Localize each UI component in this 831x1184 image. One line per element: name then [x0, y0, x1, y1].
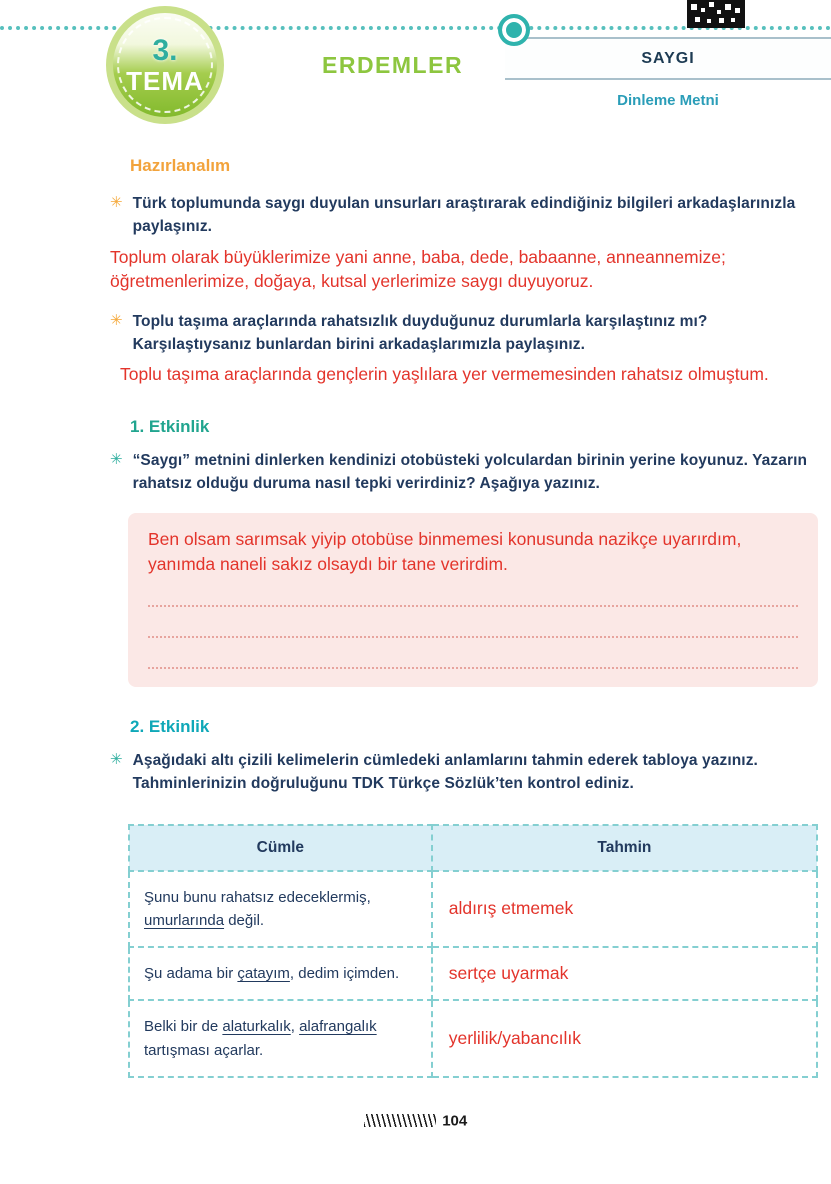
cumle-text: Şunu bunu rahatsız edeceklermiş, [144, 888, 371, 906]
prep-prompt: Türk toplumunda saygı duyulan unsurları araştırarak edindiğiniz bilgileri arkadaşlarınızla paylaşınız. [132, 195, 796, 236]
badge-dashed-ring-icon [117, 17, 213, 113]
underlined-word: çatayım [237, 965, 290, 982]
table-row [129, 1000, 817, 1077]
activity1-heading: 1. Etkinlik [130, 416, 210, 436]
lesson-subtitle: Dinleme Metni [617, 92, 719, 109]
underlined-word: alafrangalık [299, 1018, 377, 1036]
prep-heading: Hazırlanalım [130, 156, 231, 175]
cumle-cell [129, 1000, 432, 1077]
cumle-text: Şu adama bir [144, 965, 238, 982]
bullet-asterisk-icon: ✳ [110, 311, 123, 329]
activity2-prompt: Aşağıdaki altı çizili kelimelerin cümledeki anlamlarını tahmin ederek tabloya yazınız. Tahminlerinizin doğruluğunu TDK Türkçe Sözlük’ten kontrol ediniz. [132, 752, 758, 793]
answer-write-line[interactable] [148, 576, 798, 607]
cumle-text: Belki bir de [144, 1018, 223, 1036]
prep-answer: Toplum olarak büyüklerimize yani anne, baba, dede, babaanne, anneannemize; öğretmenlerimize, doğaya, kutsal yerlerimize saygı duyuyoruz. [110, 246, 726, 291]
answer-write-line[interactable] [148, 638, 798, 669]
qr-code-icon [687, 0, 745, 33]
table-header-tahmin: Tahmin [432, 825, 817, 871]
page-number: 104 [442, 1112, 468, 1130]
underlined-word: umurlarında [144, 911, 225, 929]
cumle-text: , [290, 1018, 300, 1036]
activity1-item [110, 449, 818, 496]
table-row [129, 947, 817, 1000]
bullet-asterisk-icon: ✳ [110, 751, 123, 768]
topic-box [505, 37, 831, 80]
cumle-text: tartışması açarlar. [144, 1041, 264, 1059]
prediction-table [128, 824, 818, 1078]
bullet-asterisk-icon: ✳ [110, 194, 123, 211]
course-title: ERDEMLER [322, 52, 464, 78]
prep-item [110, 192, 818, 239]
table-row [129, 871, 817, 948]
page-content [110, 156, 818, 1078]
tahmin-cell[interactable]: sertçe uyarmak [432, 947, 817, 1000]
prep-item [110, 310, 818, 357]
tahmin-cell[interactable]: yerlilik/yabancılık [432, 1000, 817, 1077]
page-footer [0, 1112, 831, 1130]
prep-prompt: Toplu taşıma araçlarında rahatsızlık duyduğunuz durumlarla karşılaştınız mı? Karşılaştıysanız bunlardan birini arkadaşlarımızla paylaşınız. [132, 312, 708, 353]
activity2-heading: 2. Etkinlik [130, 717, 210, 736]
cumle-cell [129, 947, 432, 1000]
tahmin-cell[interactable]: aldırış etmemek [432, 871, 817, 948]
scribble-mark [364, 1114, 436, 1127]
activity1-prompt: “Saygı” metnini dinlerken kendinizi otobüsteki yolculardan birinin yerine koyunuz. Yazarın rahatsız olduğu duruma nasıl tepki verirdiniz? Aşağıya yazınız. [132, 451, 808, 492]
tema-label: TEMA [126, 66, 204, 96]
underlined-word: alaturkalık [222, 1018, 291, 1036]
prep-answer: Toplu taşıma araçlarında gençlerin yaşlılara yer vermemesinden rahatsız olmuştum. [120, 364, 769, 384]
activity1-answer-box[interactable] [128, 513, 818, 687]
cumle-cell [129, 871, 432, 948]
table-header-cumle: Cümle [129, 825, 432, 871]
topic-title: SAYGI [641, 49, 695, 67]
bullet-asterisk-icon: ✳ [110, 450, 123, 468]
cumle-text: değil. [224, 911, 265, 929]
tema-number: 3. [152, 34, 178, 67]
prediction-table-wrap [128, 824, 818, 1078]
answer-write-line[interactable] [148, 607, 798, 638]
cumle-text: , dedim içimden. [289, 965, 400, 982]
activity2-item [110, 749, 818, 796]
connector-dot-icon [498, 14, 530, 46]
tema-badge [106, 6, 224, 124]
table-header-row [129, 825, 817, 871]
activity1-answer: Ben olsam sarımsak yiyip otobüse binmemesi konusunda nazikçe uyarırdım, yanımda naneli sakız olsaydı bir tane verirdim. [148, 529, 742, 574]
